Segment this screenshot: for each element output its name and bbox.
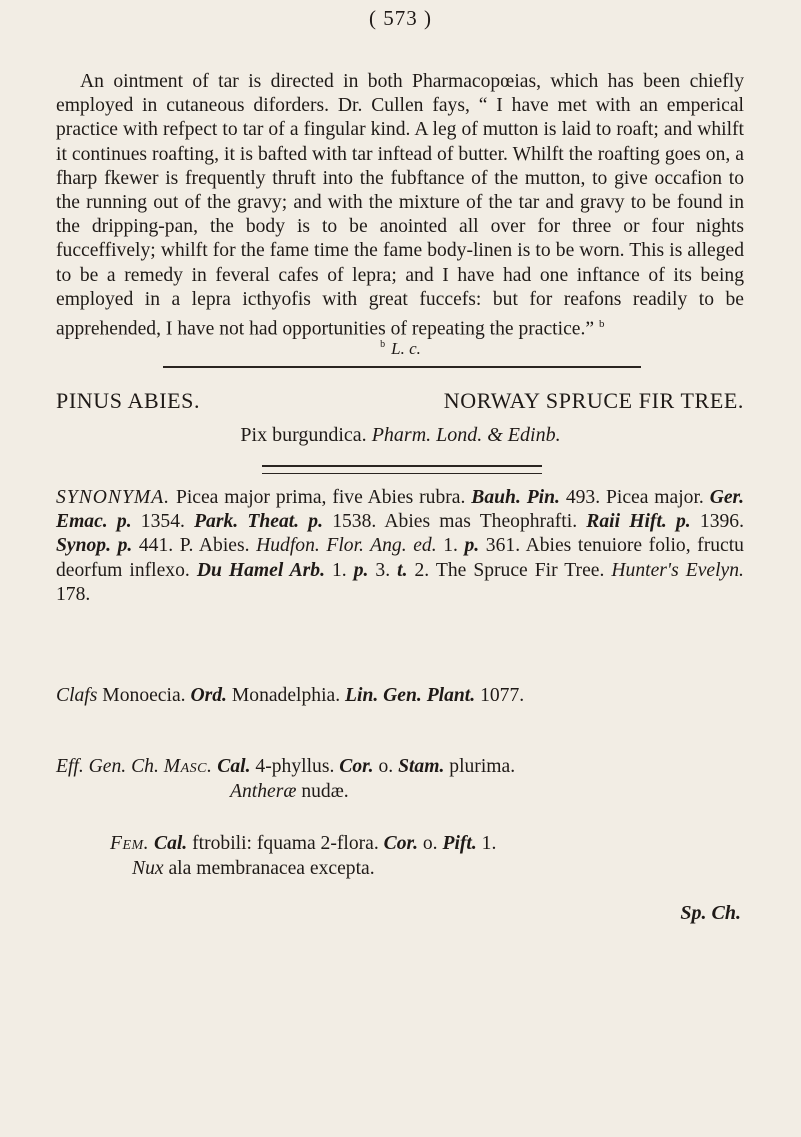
masc-cor-value: o.	[378, 756, 394, 777]
syn-ref-10: t.	[397, 559, 408, 581]
pharm-reference: Pharm. Lond. & Edinb.	[371, 424, 561, 446]
lin-gen-number: 1077.	[480, 685, 525, 706]
intro-paragraph	[56, 70, 744, 342]
syn-text-4: 1538. Abies mas Theophrafti.	[332, 511, 578, 533]
footnote-marker: b	[598, 318, 605, 331]
masc-cal-value: 4-phyllus.	[255, 756, 335, 777]
syn-text-9: 1.	[331, 559, 347, 581]
antherae-label: Antheræ	[230, 781, 297, 802]
masc-cal-label: Cal.	[217, 756, 251, 777]
syn-ref-5: Synop. p.	[56, 535, 133, 557]
latin-name: PINUS ABIES.	[56, 388, 201, 413]
syn-ref-11: Hunter's Evelyn.	[611, 559, 744, 581]
ord-value: Monadelphia.	[231, 685, 341, 706]
synonyma-label: SYNONYMA.	[56, 487, 171, 508]
syn-text-6: 441. P. Abies.	[138, 535, 250, 557]
syn-ref-1: Bauh. Pin.	[471, 487, 560, 508]
fem-label: Fem.	[110, 833, 150, 854]
pift-value: 1.	[481, 833, 497, 854]
synonyma-paragraph	[56, 486, 744, 607]
syn-text-1: Picea major prima, five Abies rubra.	[175, 487, 466, 508]
eff-line	[56, 756, 515, 778]
syn-text-7: 1.	[443, 535, 458, 557]
ord-label: Ord.	[190, 685, 227, 706]
nux-line	[132, 858, 375, 880]
stam-label: Stam.	[398, 756, 445, 777]
pharmacopoeia-line	[0, 424, 801, 447]
fem-cal-label: Cal.	[154, 833, 188, 854]
syn-ref-7: p.	[464, 535, 480, 557]
syn-text-5: 1396.	[699, 511, 744, 533]
double-rule	[262, 465, 542, 474]
nux-value: ala membranacea excepta.	[168, 858, 375, 879]
antherae-value: nudæ.	[301, 781, 349, 802]
footnote-text: L. c.	[391, 339, 421, 358]
intro-text: An ointment of tar is directed in both Pharmacopœias, which has been chiefly employed in cutaneous diforders. Dr. Cullen fays, “ I have met with an emperical practice with refpect to tar of a fingular kind. A leg of mutton is laid to roaft; and whilft it continues roafting, it is bafted with tar inftead of butter. Whilft the roafting goes on, a fharp fkewer is frequently thruft into the fubftance of the mutton, to give occafion to the running out of the gravy; and with the mixture of the tar and gravy to be found in the dripping-pan, the body is to be anointed all over for three or four nights fucceffively; whilft for the fame time the fame body-linen is to be worn. This is alleged to be a remedy in feveral cafes of lepra; and I have had one inftance of its being employed in a lepra icthyofis with great fuccefs: but for reafons readily to be apprehended, I have not had opportunities of repeating the practice.”	[56, 71, 744, 340]
syn-ref-9: p.	[353, 559, 369, 581]
page-number: ( 573 )	[369, 6, 432, 30]
syn-ref-6: Hudfon. Flor. Ang. ed.	[256, 535, 437, 557]
section-heading	[56, 388, 744, 414]
pift-label: Pift.	[442, 833, 477, 854]
fem-cor-value: o.	[422, 833, 438, 854]
section-rule	[163, 366, 641, 368]
syn-ref-2: Ger. Emac. p.	[56, 487, 744, 533]
stam-value: plurima.	[449, 756, 516, 777]
eff-label: Eff. Gen. Ch.	[56, 756, 159, 777]
syn-text-8: 361. Abies tenuiore folio, fructu deorfum inflexo.	[56, 535, 744, 581]
syn-text-12: 178.	[56, 583, 91, 605]
antherae-line	[230, 781, 349, 803]
syn-text-2: 493. Picea major.	[565, 487, 704, 508]
nux-label: Nux	[132, 858, 164, 879]
catchword: Sp. Ch.	[680, 902, 741, 924]
fem-line	[110, 833, 496, 855]
clafs-label: Clafs	[56, 685, 98, 706]
lin-gen-ref: Lin. Gen. Plant.	[345, 685, 476, 706]
syn-ref-3: Park. Theat. p.	[194, 511, 323, 533]
masc-label: Masc.	[163, 756, 213, 777]
syn-ref-4: Raii Hift. p.	[586, 511, 691, 533]
clafs-value: Monoecia.	[102, 685, 186, 706]
syn-text-11: 2. The Spruce Fir Tree.	[414, 559, 605, 581]
masc-cor-label: Cor.	[339, 756, 374, 777]
clafs-line	[56, 685, 524, 707]
pix-name: Pix burgundica.	[240, 424, 367, 446]
english-name: NORWAY SPRUCE FIR TREE.	[443, 388, 744, 413]
fem-cor-label: Cor.	[383, 833, 418, 854]
footnote	[0, 339, 801, 359]
fem-cal-value: ftrobili: fquama 2-flora.	[192, 833, 379, 854]
syn-text-3: 1354.	[140, 511, 185, 533]
syn-text-10: 3.	[375, 559, 391, 581]
syn-ref-8: Du Hamel Arb.	[196, 559, 325, 581]
footnote-mark: b	[380, 339, 386, 351]
